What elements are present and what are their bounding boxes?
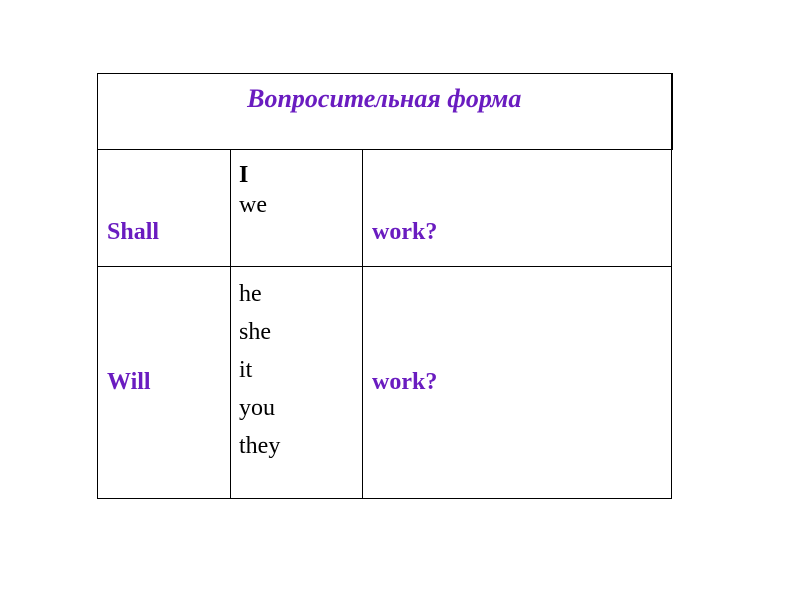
- header-row: [98, 74, 672, 150]
- main-verb-work-shall: work?: [372, 219, 438, 245]
- pronoun-we: we: [239, 192, 267, 218]
- pronoun-it: it: [239, 357, 253, 383]
- main-verb-cell: [363, 150, 672, 267]
- pronoun-they: they: [239, 433, 281, 459]
- pronoun-you: you: [239, 395, 275, 421]
- table-row-shall: [98, 150, 672, 267]
- main-verb-cell: [363, 267, 672, 499]
- table-title: Вопросительная форма: [247, 84, 522, 113]
- header-cell: [98, 74, 672, 150]
- auxiliary-verb-will: Will: [107, 369, 151, 395]
- auxiliary-verb-cell: [98, 267, 231, 499]
- pronoun-she: she: [239, 319, 271, 345]
- pronoun-cell: [231, 150, 363, 267]
- main-verb-work-will: work?: [372, 369, 438, 395]
- auxiliary-verb-shall: Shall: [107, 219, 160, 245]
- auxiliary-verb-cell: [98, 150, 231, 267]
- pronoun-he: he: [239, 281, 262, 307]
- pronoun-cell: [231, 267, 363, 499]
- table-row-will: [98, 267, 672, 499]
- grammar-table: [97, 73, 673, 499]
- pronoun-i: I: [239, 162, 249, 188]
